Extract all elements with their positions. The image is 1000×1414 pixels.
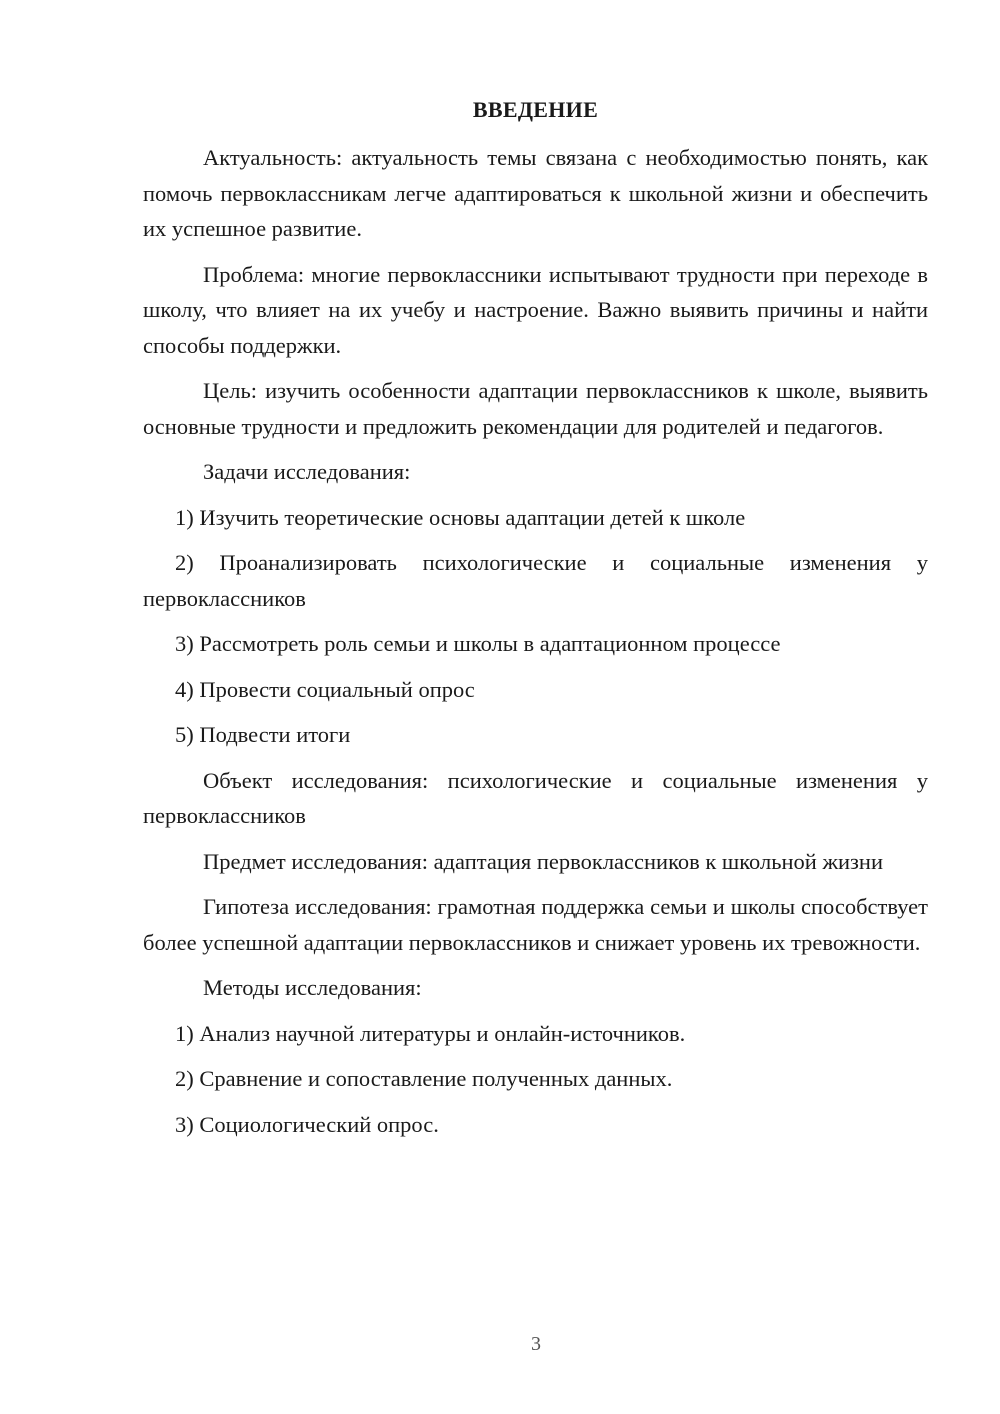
relevance-paragraph: Актуальность: актуальность темы связана с необходимостью понять, как помочь первоклассникам легче адаптироваться к школьной жизни и обеспечить их успешное развитие.: [143, 145, 928, 241]
problem-paragraph: Проблема: многие первоклассники испытывают трудности при переходе в школу, что влияет на их учебу и настроение. Важно выявить причины и найти способы поддержки.: [143, 261, 928, 358]
document-title: ВВЕДЕНИЕ: [472, 97, 599, 122]
goal-paragraph: Цель: изучить особенности адаптации первоклассников к школе, выявить основные трудности и предложить рекомендации для родителей и педагогов.: [143, 378, 928, 439]
method-item-2: 2) Сравнение и сопоставление полученных данных.: [175, 1066, 673, 1091]
task-item-5: 5) Подвести итоги: [175, 722, 351, 747]
method-item-3: 3) Социологический опрос.: [175, 1111, 439, 1137]
subject-paragraph: Предмет исследования: адаптация первоклассников к школьной жизни: [203, 848, 883, 874]
task-item-2: 2) Проанализировать психологические и социальные изменения у первоклассников: [143, 550, 928, 611]
document-page: [143, 95, 928, 1152]
hypothesis-paragraph: Гипотеза исследования: грамотная поддержка семьи и школы способствует более успешной адаптации первоклассников и снижает уровень их тревожности.: [143, 894, 928, 955]
page-number: 3: [531, 1333, 541, 1355]
tasks-heading: Задачи исследования:: [203, 459, 411, 484]
method-item-1: 1) Анализ научной литературы и онлайн-источников.: [175, 1020, 686, 1046]
task-item-3: 3) Рассмотреть роль семьи и школы в адаптационном процессе: [175, 631, 781, 656]
methods-heading: Методы исследования:: [203, 975, 422, 1000]
object-paragraph: Объект исследования: психологические и социальные изменения у первоклассников: [143, 767, 928, 828]
task-item-4: 4) Провести социальный опрос: [175, 676, 475, 702]
task-item-1: 1) Изучить теоретические основы адаптации детей к школе: [175, 504, 746, 530]
